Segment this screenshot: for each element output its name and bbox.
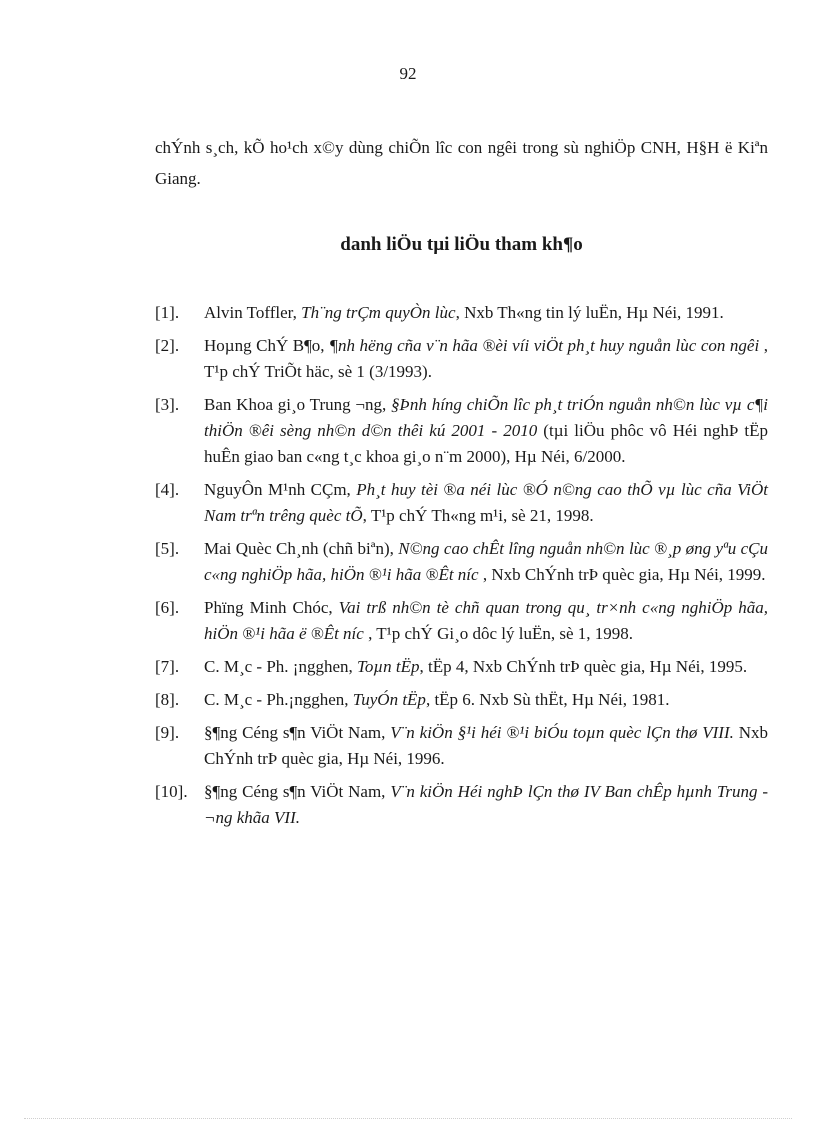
reference-publication: (tµi liÖu phôc vô Héi nghÞ tËp huÊn giao ban c«ng t¸c khoa gi¸o n¨m 2000), Hµ Néi, 6/2000. — [204, 421, 768, 466]
reference-text — [204, 720, 768, 772]
reference-author: Hoµng ChÝ B¶o, — [204, 336, 330, 355]
references-heading: danh liÖu tµi liÖu tham kh¶o — [340, 234, 583, 255]
reference-number: [7]. — [155, 657, 180, 676]
reference-item — [155, 392, 768, 470]
reference-title: N©ng cao chÊt lîng nguån nh©n lùc ®¸p øng yªu cÇu c«ng nghiÖp hãa, hiÖn ®¹i hãa ®Êt níc — [204, 539, 768, 584]
reference-text — [204, 779, 768, 831]
reference-title: Ph¸t huy tèi ®a néi lùc ®Ó n©ng cao thÕ vµ lùc cña ViÖt Nam trªn trêng quèc tÕ — [204, 480, 768, 525]
reference-author: C. M¸c - Ph. ¡ngghen, — [204, 657, 357, 676]
reference-text — [204, 477, 768, 529]
reference-text — [204, 595, 768, 647]
page-footer-divider — [24, 1118, 792, 1119]
reference-publication: , T¹p chÝ Th«ng m¹i, sè 21, 1998. — [362, 506, 594, 525]
reference-title: Vai trß nh©n tè chñ quan trong qu¸ tr×nh c«ng nghiÖp hãa, hiÖn ®¹i hãa ë ®Êt níc — [204, 598, 768, 643]
reference-author: Mai Quèc Ch¸nh (chñ biªn), — [204, 539, 399, 558]
reference-text — [204, 536, 768, 588]
reference-title: TuyÓn tËp — [352, 690, 426, 709]
reference-text — [204, 300, 768, 326]
reference-item — [155, 333, 768, 385]
reference-number: [3]. — [155, 395, 180, 414]
reference-title: V¨n kiÖn Héi nghÞ lÇn thø IV Ban chÊp hµnh Trung ¬ng khãa VII. — [204, 782, 769, 827]
reference-number: [4]. — [155, 480, 180, 499]
page-number: 92 — [399, 64, 417, 83]
reference-item — [155, 300, 768, 326]
reference-list — [155, 300, 768, 838]
reference-author: Ban Khoa gi¸o Trung ¬ng, — [204, 395, 392, 414]
reference-item — [155, 720, 768, 772]
reference-item — [155, 687, 768, 713]
reference-title: Th¨ng trÇm quyÒn lùc — [301, 303, 456, 322]
reference-author: C. M¸c - Ph.¡ngghen, — [204, 690, 353, 709]
reference-publication: , T¹p chÝ Gi¸o dôc lý luËn, sè 1, 1998. — [363, 624, 634, 643]
reference-author: §¶ng Céng s¶n ViÖt Nam, — [204, 723, 391, 742]
reference-title: Toµn tËp — [356, 657, 420, 676]
reference-item — [155, 477, 768, 529]
reference-publication: , tËp 4, Nxb ChÝnh trÞ quèc gia, Hµ Néi, 1995. — [419, 657, 748, 676]
reference-text — [204, 687, 768, 713]
reference-number: [6]. — [155, 598, 180, 617]
intro-paragraph: chÝnh s¸ch, kÕ ho¹ch x©y dùng chiÕn lîc con ngêi trong sù nghiÖp CNH, H§H ë Kiªn Giang. — [155, 138, 768, 188]
reference-title: V¨n kiÖn §¹i héi ®¹i biÓu toµn quèc lÇn thø VIII. — [390, 723, 734, 742]
reference-publication: , Nxb ChÝnh trÞ quèc gia, Hµ Néi, 1999. — [478, 565, 766, 584]
reference-title: §Þnh híng chiÕn lîc ph¸t triÓn nguån nh©n lùc vµ c¶i thiÖn ®êi sèng nh©n d©n thêi kú 2001 - 2010 — [204, 395, 768, 440]
reference-item — [155, 595, 768, 647]
reference-publication: , tËp 6. Nxb Sù thËt, Hµ Néi, 1981. — [425, 690, 670, 709]
reference-publication: , T¹p chÝ TriÕt häc, sè 1 (3/1993). — [204, 336, 769, 381]
reference-publication: Nxb ChÝnh trÞ quèc gia, Hµ Néi, 1996. — [204, 723, 769, 768]
reference-item — [155, 536, 768, 588]
reference-author: §¶ng Céng s¶n ViÖt Nam, — [204, 782, 391, 801]
reference-number: [1]. — [155, 303, 180, 322]
reference-text — [204, 333, 768, 385]
reference-number: [8]. — [155, 690, 180, 709]
reference-publication: , Nxb Th«ng tin lý luËn, Hµ Néi, 1991. — [455, 303, 724, 322]
reference-text — [204, 654, 768, 680]
reference-text — [204, 392, 768, 470]
reference-author: NguyÔn M¹nh CÇm, — [204, 480, 357, 499]
reference-author: Alvin Toffler, — [204, 303, 302, 322]
reference-item — [155, 654, 768, 680]
reference-number: [9]. — [155, 723, 180, 742]
reference-item — [155, 779, 768, 831]
reference-number: [2]. — [155, 336, 180, 355]
reference-title: ¶nh hëng cña v¨n hãa ®èi víi viÖt ph¸t huy nguån lùc con ngêi — [329, 336, 760, 355]
reference-number: [5]. — [155, 539, 180, 558]
reference-author: Phïng Minh Chóc, — [204, 598, 339, 617]
reference-number: [10]. — [155, 782, 188, 801]
